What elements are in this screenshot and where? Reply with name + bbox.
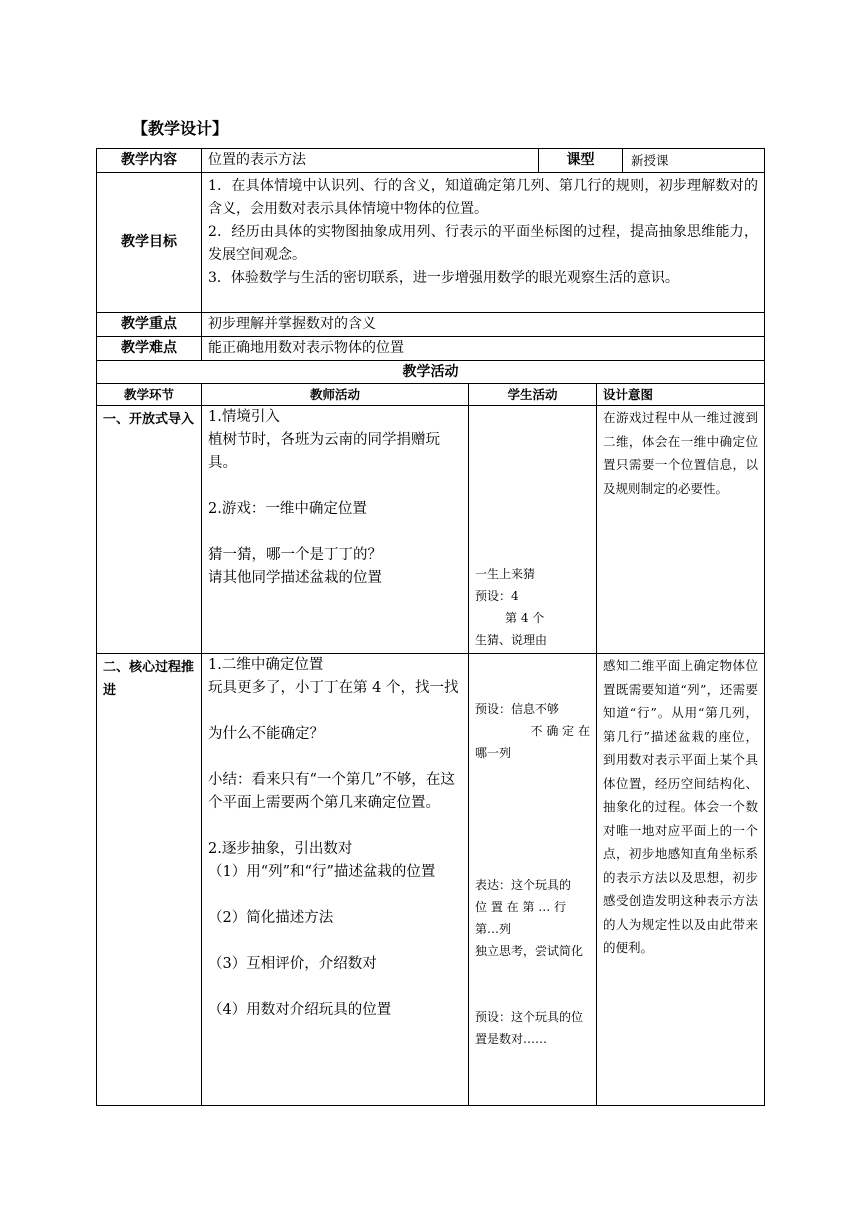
teacher-activity-2 xyxy=(202,654,469,1106)
teacher-line: 玩具更多了，小丁丁在第 4 个，找一找 xyxy=(208,680,459,696)
teacher-line: 小结：看来只有“一个第几”不够，在这个平面上需要两个第几来确定位置。 xyxy=(208,772,455,811)
goal-item: 1．在具体情境中认识列、行的含义，知道确定第几列、第几行的规则，初步理解数对的含义，会用数对表示具体情境中物体的位置。 xyxy=(208,178,758,217)
teacher-line: （3）互相评价，介绍数对 xyxy=(208,956,377,972)
goal-item: 3．体验数学与生活的密切联系，进一步增强用数学的眼光观察生活的意识。 xyxy=(208,270,679,286)
teacher-line: 2.逐步抽象，引出数对 xyxy=(208,841,353,857)
student-line: 位 置 在 第 … 行 xyxy=(475,900,567,914)
activities-header-row xyxy=(97,384,765,406)
stage-1: 一、开放式导入 xyxy=(97,406,202,654)
header-intent: 设计意图 xyxy=(597,384,765,406)
teacher-line: 猜一猜，哪一个是丁丁的？ xyxy=(208,547,382,563)
lesson-design-table xyxy=(96,148,765,1106)
stage-2: 二、核心过程推进 xyxy=(97,654,202,1106)
intent-text: 在游戏过程中从一维过渡到二维，体会在一维中确定位置只需要一个位置信息，以及规则制定的必要性。 xyxy=(603,410,758,496)
design-intent-2 xyxy=(597,654,765,1106)
student-line: 第…列 xyxy=(475,922,512,936)
goals-list xyxy=(202,173,765,313)
teacher-line: 为什么不能确定？ xyxy=(208,726,324,742)
student-line: 预设：这个玩具的位置是数对…… xyxy=(475,1010,584,1046)
goals-label: 教学目标 xyxy=(97,173,202,313)
student-line: 预设：4 xyxy=(475,589,519,603)
row-banner xyxy=(97,361,765,384)
student-line: 哪一列 xyxy=(475,746,512,760)
teacher-line: 2.游戏：一维中确定位置 xyxy=(208,501,367,517)
difficulty-label: 教学难点 xyxy=(97,337,202,361)
student-line: 不 确 定 在 xyxy=(530,724,590,738)
teacher-line: （4）用数对介绍玩具的位置 xyxy=(208,1002,392,1018)
student-line: 一生上来猜 xyxy=(475,567,536,581)
student-activity-1 xyxy=(469,406,597,654)
teacher-line: 植树节时，各班为云南的同学捐赠玩具。 xyxy=(208,432,440,471)
activity-row-2 xyxy=(97,654,765,1106)
teacher-line: （2）简化描述方法 xyxy=(208,910,334,926)
content-label: 教学内容 xyxy=(97,149,202,173)
teacher-line: 请其他同学描述盆栽的位置 xyxy=(208,570,382,586)
header-teacher: 教师活动 xyxy=(202,384,469,406)
row-content xyxy=(97,149,765,173)
content-value: 位置的表示方法 xyxy=(202,149,539,173)
goal-item: 2．经历由具体的实物图抽象成用列、行表示的平面坐标图的过程，提高抽象思维能力，发展空间观念。 xyxy=(208,224,758,263)
student-line: 预设：信息不够 xyxy=(475,702,560,716)
intent-text: 感知二维平面上确定物体位置既需要知道“列”，还需要知道“行”。从用“第几列，第几行”描述盆栽的座位，到用数对表示平面上某个具体位置，经历空间结构化、抽象化的过程。体会一个数对唯一地对应平面上的一个点，初步地感知直角坐标系的表示方法以及思想，初步感受创造发明这种表示方法的人为规定性以及由此带来的便利。 xyxy=(603,658,758,955)
type-label: 课型 xyxy=(539,149,623,173)
student-line: 独立思考，尝试简化 xyxy=(475,944,584,958)
difficulty-value: 能正确地用数对表示物体的位置 xyxy=(202,337,765,361)
row-key-point xyxy=(97,313,765,337)
type-value: 新授课 xyxy=(623,149,765,173)
student-line: 生猜、说理由 xyxy=(475,633,548,647)
row-goals xyxy=(97,173,765,313)
activity-row-1 xyxy=(97,406,765,654)
design-intent-1 xyxy=(597,406,765,654)
teacher-line: 1.二维中确定位置 xyxy=(208,657,324,673)
key-value: 初步理解并掌握数对的含义 xyxy=(202,313,765,337)
header-student: 学生活动 xyxy=(469,384,597,406)
teacher-line: （1）用“列”和“行”描述盆栽的位置 xyxy=(208,864,436,880)
activities-banner: 教学活动 xyxy=(97,361,765,384)
header-stage: 教学环节 xyxy=(97,384,202,406)
student-line: 表达：这个玩具的 xyxy=(475,878,572,892)
student-line: 第 4 个 xyxy=(505,611,545,625)
student-activity-2 xyxy=(469,654,597,1106)
teacher-line: 1.情境引入 xyxy=(208,409,280,425)
key-label: 教学重点 xyxy=(97,313,202,337)
page-heading: 【教学设计】 xyxy=(132,119,229,138)
row-difficulty xyxy=(97,337,765,361)
teacher-activity-1 xyxy=(202,406,469,654)
